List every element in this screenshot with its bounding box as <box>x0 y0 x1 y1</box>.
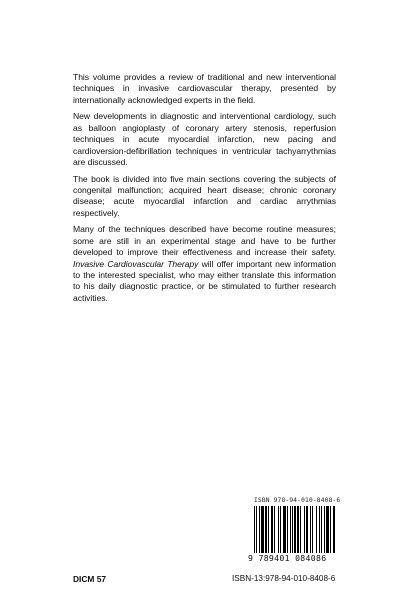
back-cover-description <box>73 72 336 309</box>
description-paragraph-4 <box>73 224 336 304</box>
barcode-graphic <box>253 506 337 556</box>
description-paragraph-3: The book is divided into five main sections covering the subjects of congenital malfunction; acquired heart disease; chronic coronary disease; acute myocardial infarction and cardiac arrythmias respectively. <box>73 173 336 218</box>
barcode-isbn-label: ISBN 978-94-010-8408-6 <box>254 497 341 504</box>
description-paragraph-2: New developments in diagnostic and interventional cardiology, such as balloon angioplasty of coronary artery stenosis, reperfusion techniques in acute myocardial infarction, new pacing and cardioversion-defibrillation techniques in ventricular tachyarrythmias are discussed. <box>73 111 336 168</box>
description-paragraph-4-end: will offer important new information to the interested specialist, who may either translate this information to his daily diagnostic practice, or be stimulated to further research activities. <box>73 258 336 303</box>
isbn-footer: ISBN-13:978-94-010-8408-6 <box>232 574 336 583</box>
barcode-digits: 9 789401 084086 <box>248 553 327 563</box>
barcode-bars <box>253 506 337 556</box>
description-paragraph-1: This volume provides a review of traditional and new interventional techniques in invasive cardiovascular therapy, presented by internationally acknowledged experts in the field. <box>73 72 336 105</box>
series-code: DICM 57 <box>73 574 107 584</box>
description-paragraph-4-start: Many of the techniques described have become routine measures; some are still in an experimental stage and have to be further developed to improve their effectiveness and increase their safety. <box>73 224 336 258</box>
book-title-italic: Invasive Cardiovascular Therapy <box>73 258 199 269</box>
